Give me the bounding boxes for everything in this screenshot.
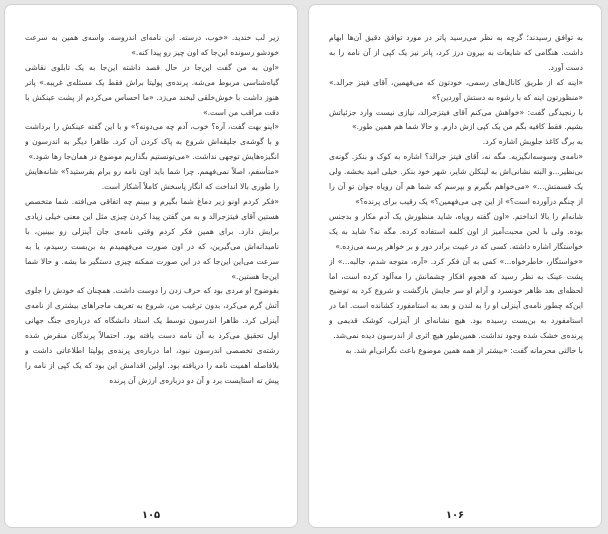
paragraph: «خواستگار، خاطرخواه...» کمی به آن فکر کرد. «آره، متوجه شدم، جالبه...» از پشت عینک به نظر رسید که هجوم افکار چشمانش را مه‌آلود کرده است، اما لحظه‌ای بعد ظاهر خونسرد و آرام او سر جایش بازگشت و شروع کرد به توضیح این‌که چطور نامه‌ی آینزلی او را به لندن و بعد به استامفورد کشانده است. اما در استامفورد به بن‌بست رسیده بود. هیچ نشانه‌ای از آینزلی، کوشک قدیمی و پرنده‌ی خشک شده وجود نداشت. همین‌طور هیچ اثری از اندرسون دیده نمی‌شد. (329, 256, 583, 341)
paragraph: بفوضوح او مردی بود که حرف زدن را دوست داشت. همچنان که خودش را جلوی آتش گرم می‌کرد، بدون ترغیب من، شروع به تعریف ماجراهای بیشتری از نامه‌ی آینزلی کرد. ظاهرا اندرسون توسط یک استاد دانشگاه که درباره‌ی جنگ جهانی اول تحقیق می‌کرد به آن نامه دست یافته بود. احتمالاً پرندگان منقرض شده رشته‌ی تخصصی اندرسون نبود، اما درباره‌ی پرنده‌ی پولیتا اطلاعاتی داشت و بلافاصله اهمیت نامه را دریافته بود. اولین اقدامش این بود که یک کپی از نامه را پیش ته استایست برد و آن دو درباره‌ی ارزش آن پرنده (25, 286, 279, 385)
paragraph: با رنجیدگی گفت: «خواهش می‌کنم آقای فیتزجرالد، نیازی نیست وارد جزئیاتش بشیم. فقط کافیه بگم من یک کپی ازش دارم. و حالا شما هم همین طور.» (329, 107, 583, 132)
paragraph: «اینو بهت گفت، آره؟ خوب، آدم چه می‌دونه؟» و با این گفته عینکش را برداشت و با گوشه‌ی جلیقه‌اش شروع به پاک کردن آن کرد. ظاهرا دیگر به اندرسون و انگیزه‌هایش توجهی نداشت. «می‌تونستیم بگذاریم موضوع در همان‌جا رها شود.» (25, 122, 279, 162)
page-text (25, 31, 279, 497)
paragraph: «فکر کردم اونو زیر دماغ شما بگیرم و ببینم چه اتفاقی می‌افته. شما متخصص هستین آقای فیتزجرالد و به من گفتن پیدا کردن چیزی مثل این معنی خیلی زیادی برایش دارد. برای همین فکر کردم وقتی نامه‌ی جان آینزلی رو ببینین، با نامیدانه‌اش می‌گیرین، که در اون صورت می‌فهمیدم به بن‌بست رسیدم، یا به سرعت می‌این این‌جا که در این صورت ممکنه چیزی دستگیر ما بشه. و حالا شما این‌جا هستین.» (25, 196, 279, 281)
paragraph: «اون به من گفت این‌جا در حال قصد داشته این‌جا به یک تابلوی نقاشی گیاه‌شناسی مربوط می‌شه. پرنده‌ی پولیتا براش فقط یک مسئله‌ی غریبه.» پاتر هنوز داشت با خوش‌خلقی لبخند می‌زد. «ما احساس می‌کردم از پشت عینکش با دقت مراقب من است.» (25, 62, 279, 117)
paragraph: با حالتی محرمانه گفت: «بیشتر از همه همین موضوع باعث نگرانی‌ام شد. به (345, 346, 583, 356)
paragraph: «متأسفم، اصلاً نمی‌فهمم. چرا شما باید اون نامه رو برام بفرستید؟» شانه‌هایش را طوری بالا انداخت که انگار پاسخش کاملاً آشکار است. (25, 167, 279, 192)
paragraph: زیر لب خندید. «خوب، درسته. این نامه‌ای اندروسه. واسه‌ی همین به سرعت خودشو رسونده این‌جا که اون چیز رو پیدا کنه.» (25, 33, 279, 57)
paragraph: به برگ کاغذ جلویش اشاره کرد. (482, 137, 583, 147)
page-number: ۱۰۶ (445, 510, 465, 521)
paragraph: «نامه‌ی وسوسه‌انگیزیه. مگه نه، آقای فیتز جرالد؟ اشاره به کوک و بنکز. گونه‌ی بی‌نظیر...و البته نشانی‌اش به لینکلن شایر، شهر خود بنکز. خیلی امید بخشه. ولی یک قسمتش...» «می‌خواهم بگیرم و بپرسم که شما هم آن رویاه جوان تو آن را از چنگم درآورده است؟» از این چی می‌فهمین؟» یک رقیب برای پرنده؟» (329, 152, 583, 206)
paragraph: به توافق رسیدند؛ گرچه به نظر می‌رسید پاتر در مورد توافق دقیق آن‌ها ابهام داشت. هنگامی که شایعات به بیرون درز کرد، پاتر نیز یک کپی از آن نامه را به دست آورد. (329, 33, 583, 72)
paragraph: شانه‌ام را بالا انداختم. «اون گفته رویاه، شاید منظورش یک آدم مکار و بدجنس بوده. ولی با لحن محبت‌آمیز از اون کلمه استفاده کرده. مگه نه؟ شاید به یک خواستگار اشاره داشته. کسی که در غیبت برادر دور و بر خواهر پرسه می‌زده.» (329, 211, 583, 251)
page-right (308, 4, 602, 528)
paragraph: «اینه که از طریق کانال‌های رسمی، خودتون که می‌فهمین، آقای فیتز جرالد.» «منظورتون اینه که با رشوه به دستش آوردین؟» (329, 77, 583, 102)
page-text (329, 31, 583, 497)
page-left (4, 4, 298, 528)
page-number: ۱۰۵ (141, 510, 161, 521)
